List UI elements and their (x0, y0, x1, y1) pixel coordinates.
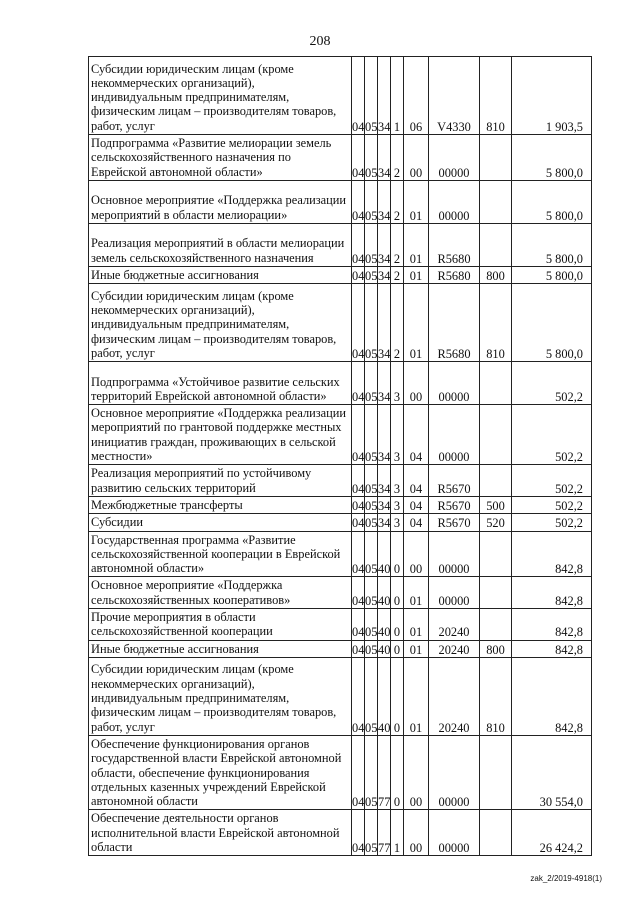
cell-pr: 05 (365, 465, 378, 497)
cell-p1: 34 (378, 465, 391, 497)
cell-p2: 3 (391, 496, 404, 513)
cell-name: Реализация мероприятий в области мелиорации земель сельскохозяйственного назначения (89, 223, 352, 266)
cell-name: Реализация мероприятий по устойчивому развитию сельских территорий (89, 465, 352, 497)
cell-p2: 3 (391, 465, 404, 497)
cell-vr (480, 735, 512, 809)
cell-p3: 01 (404, 180, 429, 223)
cell-rz: 04 (352, 657, 365, 735)
cell-pr: 05 (365, 266, 378, 283)
table-row (89, 266, 592, 283)
cell-p2: 0 (391, 577, 404, 609)
cell-p4: 00000 (429, 180, 480, 223)
cell-sum: 502,2 (512, 496, 592, 513)
table-row (89, 135, 592, 181)
cell-rz: 04 (352, 57, 365, 135)
table-row (89, 362, 592, 405)
table-row (89, 735, 592, 809)
cell-name: Обеспечение деятельности органов исполнительной власти Еврейской автономной области (89, 810, 352, 856)
cell-name: Прочие мероприятия в области сельскохозяйственной кооперации (89, 609, 352, 641)
cell-pr: 05 (365, 640, 378, 657)
cell-p3: 01 (404, 284, 429, 362)
cell-pr: 05 (365, 735, 378, 809)
cell-p3: 04 (404, 465, 429, 497)
cell-vr: 800 (480, 640, 512, 657)
cell-pr: 05 (365, 531, 378, 577)
cell-sum: 502,2 (512, 465, 592, 497)
cell-p3: 00 (404, 531, 429, 577)
cell-p1: 34 (378, 135, 391, 181)
cell-p1: 34 (378, 514, 391, 531)
cell-p3: 00 (404, 362, 429, 405)
cell-p3: 06 (404, 57, 429, 135)
cell-rz: 04 (352, 405, 365, 465)
cell-p1: 40 (378, 531, 391, 577)
cell-pr: 05 (365, 609, 378, 641)
cell-sum: 1 903,5 (512, 57, 592, 135)
cell-vr (480, 223, 512, 266)
cell-sum: 5 800,0 (512, 223, 592, 266)
page-number: 208 (309, 34, 331, 49)
cell-sum: 842,8 (512, 640, 592, 657)
cell-p3: 04 (404, 514, 429, 531)
cell-p1: 34 (378, 180, 391, 223)
cell-p2: 3 (391, 362, 404, 405)
table-row (89, 577, 592, 609)
cell-p2: 2 (391, 266, 404, 283)
cell-p2: 0 (391, 531, 404, 577)
table-row (89, 180, 592, 223)
cell-p1: 34 (378, 57, 391, 135)
cell-p3: 01 (404, 640, 429, 657)
cell-vr: 520 (480, 514, 512, 531)
cell-p4: 00000 (429, 531, 480, 577)
cell-vr (480, 405, 512, 465)
cell-name: Государственная программа «Развитие сельскохозяйственной кооперации в Еврейской автономной области» (89, 531, 352, 577)
cell-p2: 1 (391, 57, 404, 135)
cell-p1: 40 (378, 577, 391, 609)
table-row (89, 514, 592, 531)
cell-rz: 04 (352, 496, 365, 513)
table-row (89, 640, 592, 657)
cell-pr: 05 (365, 514, 378, 531)
cell-sum: 5 800,0 (512, 266, 592, 283)
cell-vr: 800 (480, 266, 512, 283)
cell-sum: 5 800,0 (512, 284, 592, 362)
cell-p4: R5670 (429, 514, 480, 531)
cell-p1: 40 (378, 640, 391, 657)
cell-pr: 05 (365, 284, 378, 362)
cell-name: Межбюджетные трансферты (89, 496, 352, 513)
cell-rz: 04 (352, 284, 365, 362)
cell-name: Субсидии юридическим лицам (кроме некоммерческих организаций), индивидуальным предпринимателям, физическим лицам – производителям товаров, работ, услуг (89, 57, 352, 135)
cell-rz: 04 (352, 180, 365, 223)
cell-p1: 34 (378, 284, 391, 362)
cell-vr (480, 531, 512, 577)
table-row (89, 405, 592, 465)
table-row (89, 657, 592, 735)
cell-p4: R5680 (429, 284, 480, 362)
cell-p2: 3 (391, 405, 404, 465)
cell-p4: R5670 (429, 496, 480, 513)
cell-p2: 2 (391, 284, 404, 362)
table-row (89, 284, 592, 362)
table-row (89, 57, 592, 135)
cell-sum: 502,2 (512, 405, 592, 465)
cell-p2: 2 (391, 135, 404, 181)
cell-rz: 04 (352, 362, 365, 405)
cell-p4: 20240 (429, 609, 480, 641)
cell-pr: 05 (365, 810, 378, 856)
cell-vr (480, 577, 512, 609)
cell-sum: 5 800,0 (512, 135, 592, 181)
table-row (89, 465, 592, 497)
cell-p3: 01 (404, 223, 429, 266)
cell-vr (480, 465, 512, 497)
cell-sum: 502,2 (512, 362, 592, 405)
cell-rz: 04 (352, 810, 365, 856)
cell-vr: 810 (480, 57, 512, 135)
cell-pr: 05 (365, 496, 378, 513)
cell-sum: 502,2 (512, 514, 592, 531)
cell-p1: 34 (378, 405, 391, 465)
cell-pr: 05 (365, 180, 378, 223)
budget-table (88, 56, 592, 856)
cell-p1: 77 (378, 735, 391, 809)
cell-p2: 3 (391, 514, 404, 531)
cell-p2: 0 (391, 609, 404, 641)
cell-sum: 30 554,0 (512, 735, 592, 809)
cell-name: Подпрограмма «Устойчивое развитие сельских территорий Еврейской автономной области» (89, 362, 352, 405)
cell-p4: 00000 (429, 135, 480, 181)
cell-rz: 04 (352, 465, 365, 497)
cell-vr: 810 (480, 657, 512, 735)
cell-sum: 5 800,0 (512, 180, 592, 223)
cell-rz: 04 (352, 735, 365, 809)
cell-name: Субсидии (89, 514, 352, 531)
table-row (89, 609, 592, 641)
cell-p1: 40 (378, 609, 391, 641)
cell-rz: 04 (352, 640, 365, 657)
cell-vr (480, 810, 512, 856)
cell-sum: 26 424,2 (512, 810, 592, 856)
cell-p4: R5680 (429, 266, 480, 283)
cell-pr: 05 (365, 657, 378, 735)
cell-p3: 04 (404, 496, 429, 513)
cell-name: Субсидии юридическим лицам (кроме некоммерческих организаций), индивидуальным предпринимателям, физическим лицам – производителям товаров, работ, услуг (89, 657, 352, 735)
document-code: zak_2/2019-4918(1) (530, 874, 602, 883)
cell-p1: 34 (378, 223, 391, 266)
cell-p1: 77 (378, 810, 391, 856)
cell-rz: 04 (352, 531, 365, 577)
cell-p4: V4330 (429, 57, 480, 135)
cell-vr (480, 609, 512, 641)
cell-p1: 34 (378, 362, 391, 405)
cell-pr: 05 (365, 135, 378, 181)
cell-p4: 00000 (429, 362, 480, 405)
cell-p2: 1 (391, 810, 404, 856)
cell-p3: 01 (404, 609, 429, 641)
cell-pr: 05 (365, 577, 378, 609)
cell-p4: 20240 (429, 657, 480, 735)
cell-rz: 04 (352, 577, 365, 609)
table-row (89, 810, 592, 856)
cell-name: Обеспечение функционирования органов государственной власти Еврейской автономной области, обеспечение функционирования отдельных казенных учреждений Еврейской автономной области (89, 735, 352, 809)
cell-p2: 0 (391, 657, 404, 735)
cell-p3: 01 (404, 577, 429, 609)
cell-name: Основное мероприятие «Поддержка реализации мероприятий по грантовой поддержке местных инициатив граждан, проживающих в сельской местности» (89, 405, 352, 465)
cell-p3: 01 (404, 657, 429, 735)
cell-rz: 04 (352, 135, 365, 181)
cell-name: Субсидии юридическим лицам (кроме некоммерческих организаций), индивидуальным предпринимателям, физическим лицам – производителям товаров, работ, услуг (89, 284, 352, 362)
cell-pr: 05 (365, 362, 378, 405)
cell-sum: 842,8 (512, 609, 592, 641)
cell-name: Иные бюджетные ассигнования (89, 266, 352, 283)
cell-rz: 04 (352, 609, 365, 641)
table-row (89, 223, 592, 266)
cell-p2: 2 (391, 180, 404, 223)
cell-p2: 2 (391, 223, 404, 266)
cell-p2: 0 (391, 735, 404, 809)
cell-p2: 0 (391, 640, 404, 657)
cell-sum: 842,8 (512, 657, 592, 735)
cell-p3: 04 (404, 405, 429, 465)
cell-name: Иные бюджетные ассигнования (89, 640, 352, 657)
table-row (89, 531, 592, 577)
cell-p1: 34 (378, 266, 391, 283)
cell-vr: 500 (480, 496, 512, 513)
cell-p4: 00000 (429, 735, 480, 809)
table-row (89, 496, 592, 513)
cell-vr (480, 362, 512, 405)
cell-sum: 842,8 (512, 531, 592, 577)
cell-vr: 810 (480, 284, 512, 362)
cell-rz: 04 (352, 514, 365, 531)
cell-name: Основное мероприятие «Поддержка сельскохозяйственных кооперативов» (89, 577, 352, 609)
cell-p4: 00000 (429, 577, 480, 609)
cell-p1: 40 (378, 657, 391, 735)
cell-p4: 20240 (429, 640, 480, 657)
cell-rz: 04 (352, 223, 365, 266)
cell-pr: 05 (365, 405, 378, 465)
cell-vr (480, 180, 512, 223)
cell-rz: 04 (352, 266, 365, 283)
cell-p3: 00 (404, 135, 429, 181)
cell-pr: 05 (365, 57, 378, 135)
cell-p4: 00000 (429, 405, 480, 465)
cell-p3: 00 (404, 810, 429, 856)
cell-p3: 00 (404, 735, 429, 809)
cell-p1: 34 (378, 496, 391, 513)
cell-name: Подпрограмма «Развитие мелиорации земель сельскохозяйственного назначения по Еврейской автономной области» (89, 135, 352, 181)
cell-sum: 842,8 (512, 577, 592, 609)
cell-p3: 01 (404, 266, 429, 283)
cell-pr: 05 (365, 223, 378, 266)
cell-p4: 00000 (429, 810, 480, 856)
cell-p4: R5670 (429, 465, 480, 497)
cell-vr (480, 135, 512, 181)
cell-name: Основное мероприятие «Поддержка реализации мероприятий в области мелиорации» (89, 180, 352, 223)
cell-p4: R5680 (429, 223, 480, 266)
